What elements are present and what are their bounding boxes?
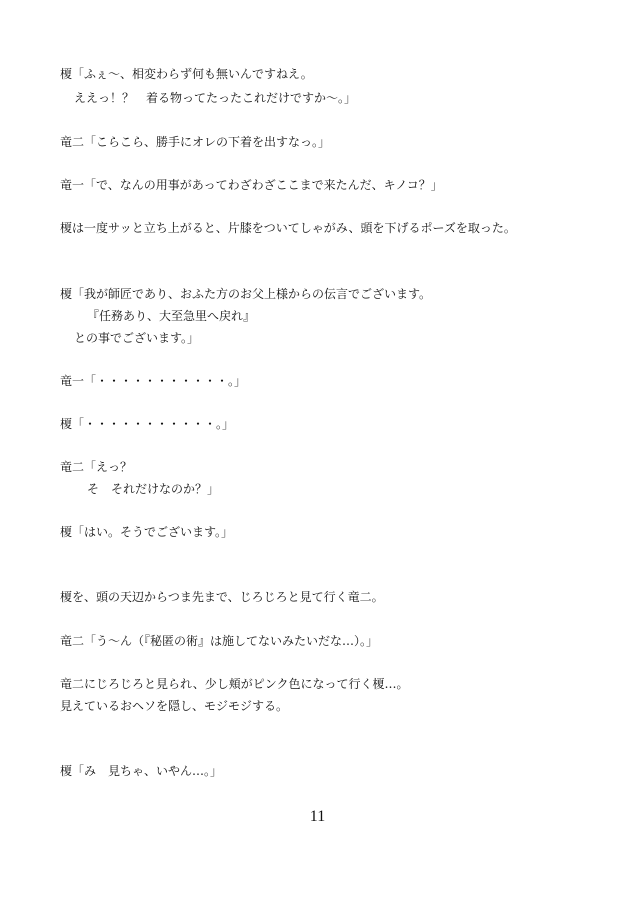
- text-line-11: 竜二「えっ？: [60, 460, 133, 474]
- text-line-15: 竜二「う〜ん（『秘匿の術』は施してないみたいだな…）。」: [60, 634, 379, 648]
- text-line-6: 榎「我が師匠であり、おふた方のお父上様からの伝言でございます。: [60, 287, 432, 301]
- text-line-7: 『任務あり、大至急里へ戻れ』: [87, 309, 256, 323]
- text-line-14: 榎を、頭の天辺からつま先まで、じろじろと見て行く竜二。: [60, 590, 384, 604]
- text-line-10: 榎「・・・・・・・・・・・。」: [60, 417, 235, 431]
- text-line-4: 竜一「で、なんの用事があってわざわざここまで来たんだ、キノコ？」: [60, 178, 443, 192]
- text-line-12: そ それだけなのか？」: [87, 482, 220, 496]
- text-line-18: 榎「み 見ちゃ、いやん…。」: [60, 764, 223, 778]
- text-line-16: 竜二にじろじろと見られ、少し頬がピンク色になって行く榎…。: [60, 677, 409, 691]
- text-line-2: ええっ！？ 着る物ってたったこれだけですか〜。」: [74, 91, 357, 105]
- text-line-9: 竜一「・・・・・・・・・・・。」: [60, 374, 247, 388]
- page-number: 11: [309, 808, 326, 825]
- text-line-5: 榎は一度サッと立ち上がると、片膝をついてしゃがみ、頭を下げるポーズを取った。: [60, 221, 516, 235]
- text-line-1: 榎「ふぇ〜、相変わらず何も無いんですねえ。: [60, 67, 313, 81]
- text-line-17: 見えているおヘソを隠し、モジモジする。: [60, 699, 289, 713]
- text-line-3: 竜二「こらこら、勝手にオレの下着を出すなっ。」: [60, 135, 331, 149]
- text-line-8: との事でございます。」: [74, 331, 200, 345]
- text-line-13: 榎「はい。そうでございます。」: [60, 525, 234, 539]
